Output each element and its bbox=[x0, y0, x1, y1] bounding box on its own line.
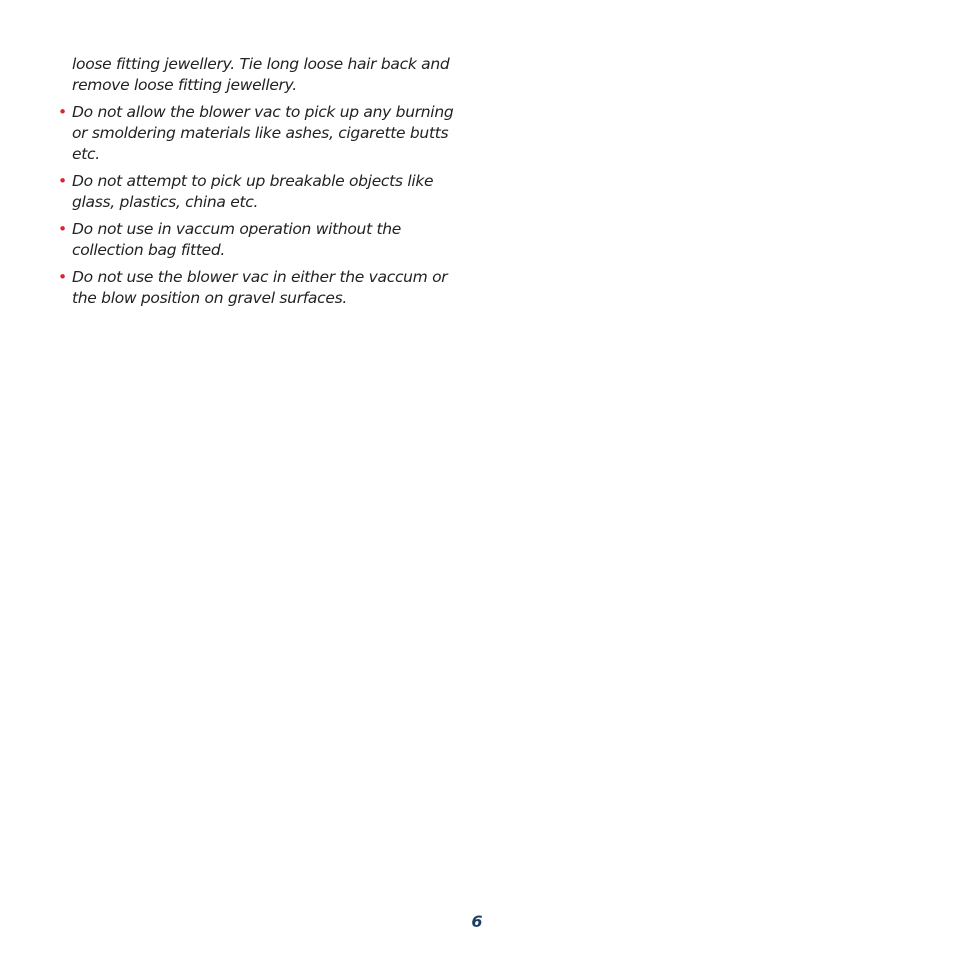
bullet-icon: • bbox=[58, 268, 67, 286]
list-item-text: Do not attempt to pick up breakable objects like glass, plastics, china etc. bbox=[72, 172, 434, 211]
list-item bbox=[58, 219, 458, 261]
bullet-icon: • bbox=[58, 103, 67, 121]
list-item-text: Do not use the blower vac in either the vaccum or the blow position on gravel surfaces. bbox=[72, 268, 448, 307]
list-item bbox=[58, 171, 458, 213]
list-item bbox=[58, 267, 458, 309]
continuation-text: loose fitting jewellery. Tie long loose hair back and remove loose fitting jewellery. bbox=[72, 55, 450, 94]
instructions-section bbox=[58, 54, 458, 315]
bullet-icon: • bbox=[58, 172, 67, 190]
list-item-text: Do not allow the blower vac to pick up any burning or smoldering materials like ashes, cigarette butts etc. bbox=[72, 103, 454, 163]
page-number: 6 bbox=[471, 912, 483, 931]
bullet-icon: • bbox=[58, 220, 67, 238]
list-item bbox=[58, 102, 458, 165]
list-item-text: Do not use in vaccum operation without the collection bag fitted. bbox=[72, 220, 402, 259]
